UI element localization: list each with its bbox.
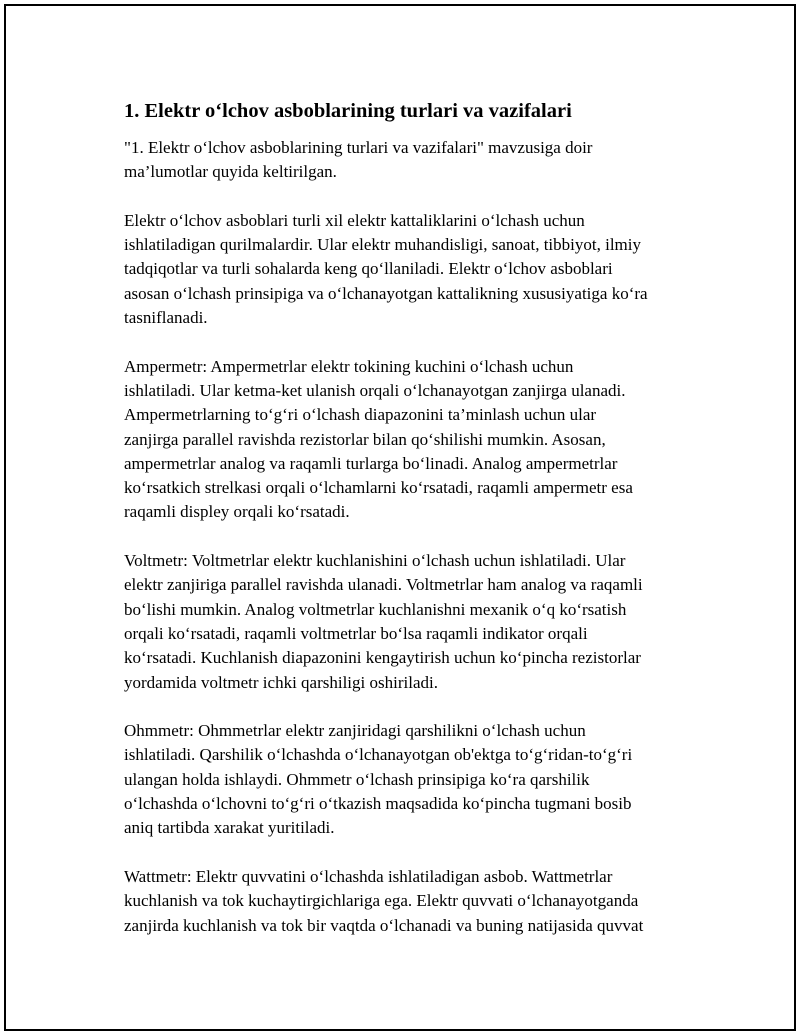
text-line: ko‘rsatkich strelkasi orqali o‘lchamlarni ko‘rsatadi, raqamli ampermetr esa [124,478,633,498]
text-line: bo‘lishi mumkin. Analog voltmetrlar kuchlanishni mexanik o‘q ko‘rsatish [124,599,627,619]
text-line: zanjirga parallel ravishda rezistorlar bilan qo‘shilishi mumkin. Asosan, [124,429,606,449]
text-line: Ohmmetr: Ohmmetrlar elektr zanjiridagi qarshilikni o‘lchash uchun [124,721,586,741]
document-body [124,98,694,962]
text-line: "1. Elektr o‘lchov asboblarining turlari va vazifalari" mavzusiga doir [124,138,593,157]
text-line: ishlatiladi. Ular ketma-ket ulanish orqali o‘lchanayotgan zanjirga ulanadi. [124,380,626,400]
paragraph [124,355,694,525]
text-line: asosan o‘lchash prinsipiga va o‘lchanayotgan kattalikning xususiyatiga ko‘ra [124,283,648,303]
paragraph [124,719,694,840]
paragraph-list [124,136,694,938]
text-line: raqamli displey orqali ko‘rsatadi. [124,502,350,522]
text-line: elektr zanjiriga parallel ravishda ulanadi. Voltmetrlar ham analog va raqamli [124,575,643,595]
text-line: ishlatiladigan qurilmalardir. Ular elektr muhandisligi, sanoat, tibbiyot, ilmiy [124,235,641,255]
text-line: Elektr o‘lchov asboblari turli xil elektr kattaliklarini o‘lchash uchun [124,210,585,230]
text-line: aniq tartibda xarakat yuritiladi. [124,818,335,838]
text-line: kuchlanish va tok kuchaytirgichlariga ega. Elektr quvvati o‘lchanayotganda [124,891,639,911]
paragraph [124,209,694,330]
text-line: ko‘rsatadi. Kuchlanish diapazonini kengaytirish uchun ko‘pincha rezistorlar [124,648,641,668]
paragraph [124,865,694,938]
text-line: Ampermetr: Ampermetrlar elektr tokining kuchini o‘lchash uchun [124,356,574,376]
text-line: ulangan holda ishlaydi. Ohmmetr o‘lchash prinsipiga ko‘ra qarshilik [124,769,590,789]
paragraph [124,549,694,695]
text-line: yordamida voltmetr ichki qarshiligi oshiriladi. [124,672,438,692]
text-line: o‘lchashda o‘lchovni to‘g‘ri o‘tkazish maqsadida ko‘pincha tugmani bosib [124,794,632,814]
text-line: ishlatiladi. Qarshilik o‘lchashda o‘lchanayotgan ob'ektga to‘g‘ridan-to‘g‘ri [124,745,633,765]
text-line: Ampermetrlarning to‘g‘ri o‘lchash diapazonini ta’minlash uchun ular [124,405,597,425]
paragraph [124,136,694,185]
text-line: ampermetrlar analog va raqamli turlarga bo‘linadi. Analog ampermetrlar [124,453,618,473]
page-frame [4,4,796,1031]
text-line: ma’lumotlar quyida keltirilgan. [124,162,337,182]
text-line: Wattmetr: Elektr quvvatini o‘lchashda ishlatiladigan asbob. Wattmetrlar [124,866,613,886]
text-line: tadqiqotlar va turli sohalarda keng qo‘llaniladi. Elektr o‘lchov asboblari [124,259,613,279]
text-line: orqali ko‘rsatadi, raqamli voltmetrlar bo‘lsa raqamli indikator orqali [124,623,588,643]
text-line: tasniflanadi. [124,308,208,328]
document-title: 1. Elektr o‘lchov asboblarining turlari va vazifalari [124,100,572,122]
text-line: Voltmetr: Voltmetrlar elektr kuchlanishini o‘lchash uchun ishlatiladi. Ular [124,551,626,571]
text-line: zanjirda kuchlanish va tok bir vaqtda o‘lchanadi va buning natijasida quvvat [124,915,644,935]
